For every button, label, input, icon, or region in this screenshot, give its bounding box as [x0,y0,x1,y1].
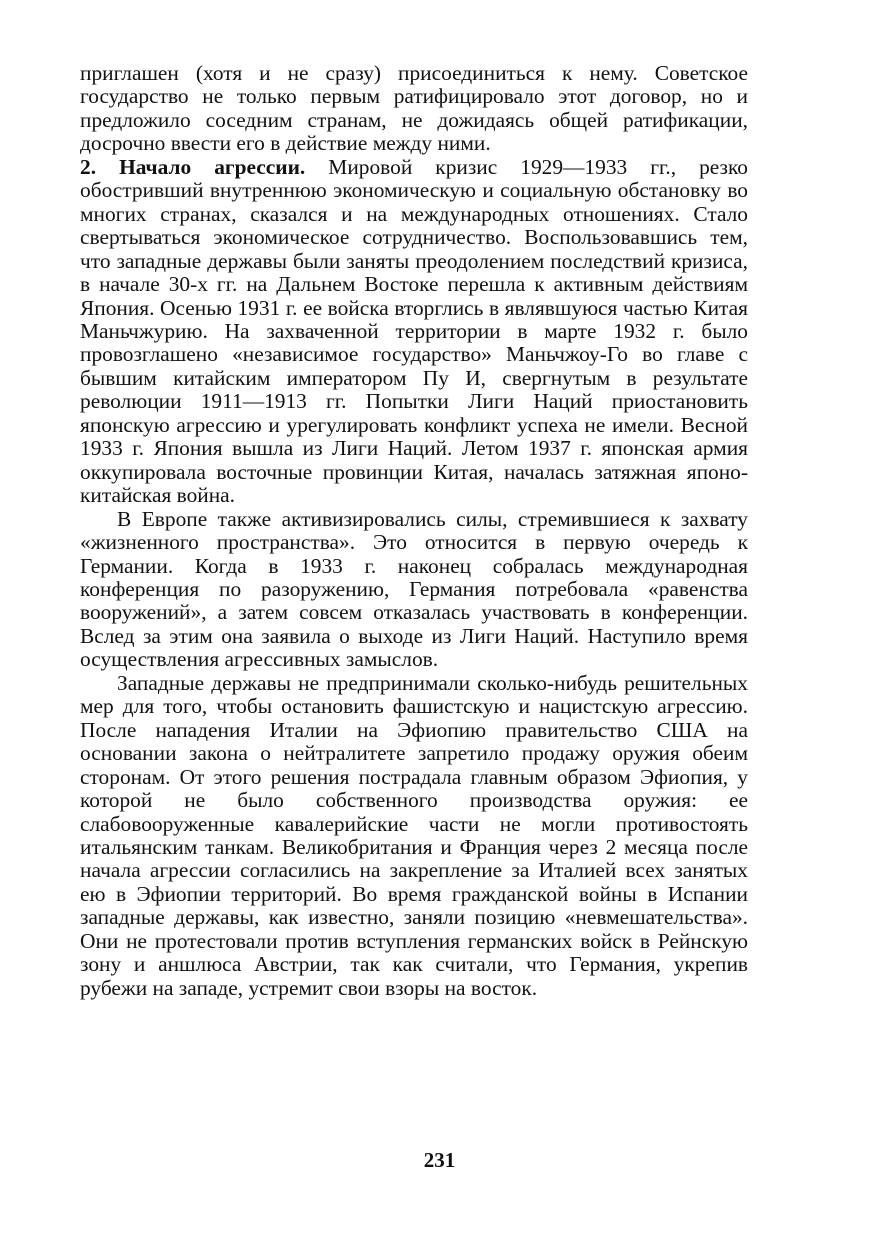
section-heading: 2. Начало агрессии. [80,154,306,179]
paragraph-europe: В Европе также активизировались силы, стремившиеся к захвату «жизненного пространства». Это относится в первую очередь к Германии. Когда в 1933 г. наконец собралась международная конференция по разоружению, Германия потребовала «равенства вооружений», а затем совсем отказалась участвовать в конференции. Вслед за этим она заявила о выходе из Лиги Наций. Наступило время осуществления агрессивных замыслов. [80,506,748,672]
paragraph-section-2 [80,156,748,508]
section-body: Мировой кризис 1929—1933 гг., резко обостривший внутреннюю экономическую и социальную обстановку во многих странах, сказался и на международных отношениях. Стало свертываться экономическое сотрудничество. Воспользовавшись тем, что западные державы были заняты преодолением последствий кризиса, в начале 30-х гг. на Дальнем Востоке перешла к активным действиям Япония. Осенью 1931 г. ее войска вторглись в являвшуюся частью Китая Маньчжурию. На захваченной территории в марте 1932 г. было провозглашено «независимое государство» Маньчжоу-Го во главе с бывшим китайским императором Пу И, свергнутым в результате революции 1911—1913 гг. Попытки Лиги Наций приостановить японскую агрессию и урегулировать конфликт успеха не имели. Весной 1933 г. Япония вышла из Лиги Наций. Летом 1937 г. японская армия оккупировала восточные провинции Китая, началась затяжная японо-китайская война. [80,154,748,508]
page-text-block [80,62,748,1000]
paragraph-continuation: приглашен (хотя и не сразу) присоединиться к нему. Советское государство не только первым ратифицировало этот договор, но и предложило соседним странам, не дожидаясь общей ратификации, досрочно ввести его в действие между ними. [80,61,748,156]
page-number: 231 [423,1148,456,1172]
paragraph-western-powers: Западные державы не предпринимали сколько-нибудь решительных мер для того, чтобы остановить фашистскую и нацистскую агрессию. После нападения Италии на Эфиопию правительство США на основании закона о нейтралитете запретило продажу оружия обеим сторонам. От этого решения пострадала главным образом Эфиопия, у которой не было собственного производства оружия: ее слабовооруженные кавалерийские части не могли противостоять итальянским танкам. Великобритания и Франция через 2 месяца после начала агрессии согласились на закрепление за Италией всех занятых ею в Эфиопии территорий. Во время гражданской войны в Испании западные державы, как известно, заняли позицию «невмешательства». Они не протестовали против вступления германских войск в Рейнскую зону и аншлюса Австрии, так как считали, что Германия, укрепив рубежи на западе, устремит свои взоры на восток. [80,670,748,1000]
